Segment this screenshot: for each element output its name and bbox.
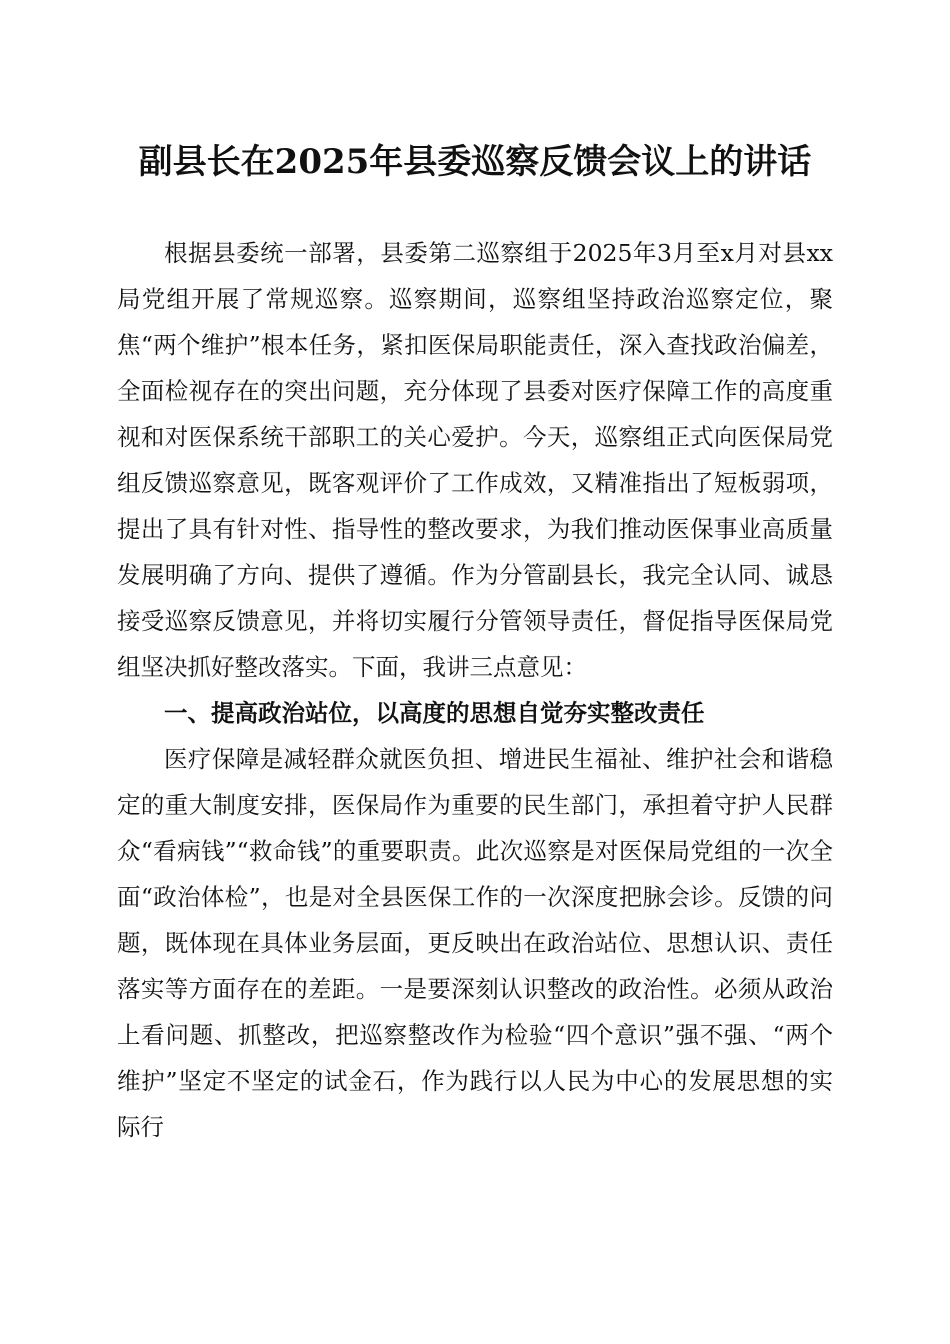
document-title: 副县长在2025年县委巡察反馈会议上的讲话 [138, 142, 812, 182]
intro-paragraph: 根据县委统一部署，县委第二巡察组于2025年3月至x月对县xx局党组开展了常规巡察。巡察期间，巡察组坚持政治巡察定位，聚焦“两个维护”根本任务，紧扣医保局职能责任，深入查找政治偏差，全面检视存在的突出问题，充分体现了县委对医疗保障工作的高度重视和对医保系统干部职工的关心爱护。今天，巡察组正式向医保局党组反馈巡察意见，既客观评价了工作成效，又精准指出了短板弱项，提出了具有针对性、指导性的整改要求，为我们推动医保事业高质量发展明确了方向、提供了遵循。作为分管副县长，我完全认同、诚恳接受巡察反馈意见，并将切实履行分管领导责任，督促指导医保局党组坚决抓好整改落实。下面，我讲三点意见： [117, 239, 833, 681]
document-body [117, 230, 833, 1150]
section-heading-1: 一、提高政治站位，以高度的思想自觉夯实整改责任 [164, 699, 705, 727]
section-1-paragraph: 医疗保障是减轻群众就医负担、增进民生福祉、维护社会和谐稳定的重大制度安排，医保局作为重要的民生部门，承担着守护人民群众“看病钱”“救命钱”的重要职责。此次巡察是对医保局党组的一次全面“政治体检”，也是对全县医保工作的一次深度把脉会诊。反馈的问题，既体现在具体业务层面，更反映出在政治站位、思想认识、责任落实等方面存在的差距。一是要深刻认识整改的政治性。必须从政治上看问题、抓整改，把巡察整改作为检验“四个意识”强不强、“两个维护”坚定不坚定的试金石，作为践行以人民为中心的发展思想的实际行 [117, 745, 833, 1141]
